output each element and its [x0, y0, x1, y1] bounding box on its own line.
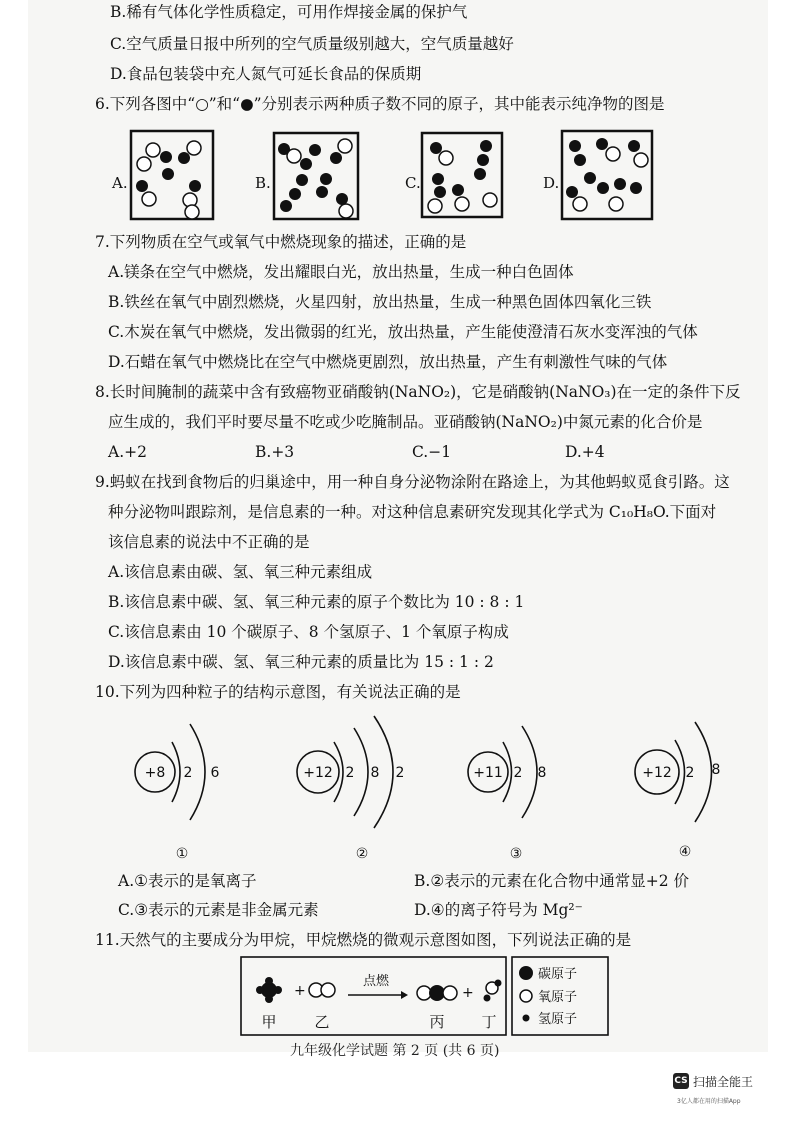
product-2-label: 丁 [481, 1013, 497, 1031]
scanner-logo-icon: CS [673, 1073, 689, 1089]
particle-1-diagram [135, 724, 220, 862]
q6-label-a: A. [112, 174, 128, 192]
legend-hydrogen: 氢原子 [538, 1012, 578, 1027]
q10-option-c: C.③表示的元素是非金属元素 [118, 901, 319, 919]
particle-2-diagram [297, 716, 404, 862]
q10-option-a: A.①表示的是氧离子 [118, 872, 257, 890]
q5-option-b: B.稀有气体化学性质稳定，可用作焊接金属的保护气 [110, 3, 468, 21]
q7-option-d: D.石蜡在氧气中燃烧比在空气中燃烧更剧烈，放出热量，产生有刺激性气味的气体 [108, 353, 668, 371]
reaction-condition: 点燃 [362, 974, 390, 989]
q9-stem-line-1: 9.蚂蚁在找到食物后的归巢途中，用一种自身分泌物涂附在路途上，为其他蚂蚁觅食引路。这 [95, 473, 730, 491]
particle-2-shell-3: 2 [395, 765, 405, 781]
q10-option-b: B.②表示的元素在化合物中通常显+2 价 [414, 872, 689, 890]
water-molecule [484, 980, 502, 1002]
q8-option-b: B.+3 [255, 443, 295, 461]
particle-4-nucleus: +12 [642, 765, 672, 781]
reactant-2-label: 乙 [314, 1013, 330, 1031]
particle-1-mark: ① [175, 846, 189, 862]
reactant-1-label: 甲 [261, 1013, 277, 1031]
oxygen-molecule [309, 983, 335, 997]
q7-option-b: B.铁丝在氧气中剧烈燃烧，火星四射，放出热量，生成一种黑色固体四氧化三铁 [108, 293, 652, 311]
particle-1-shell-1: 2 [183, 765, 193, 781]
q8-stem-line-1: 8.长时间腌制的蔬菜中含有致癌物亚硝酸钠(NaNO₂)，它是硝酸钠(NaNO₃)在一定的条件下反 [95, 383, 741, 401]
legend-carbon: 碳原子 [538, 967, 578, 982]
q9-option-d: D.该信息素中碳、氢、氧三种元素的质量比为 15 : 1 : 2 [108, 653, 494, 671]
particle-4-shell-2: 8 [711, 762, 721, 778]
carbon-dioxide-molecule [417, 985, 457, 1001]
q6-stem: 6.下列各图中“○”和“●”分别表示两种质子数不同的原子，其中能表示纯净物的图是 [95, 95, 665, 113]
q5-option-c: C.空气质量日报中所列的空气质量级别越大，空气质量越好 [110, 35, 514, 53]
particle-3-nucleus: +11 [473, 765, 503, 781]
particle-3-shell-2: 8 [537, 765, 547, 781]
legend-oxygen: 氧原子 [538, 990, 578, 1005]
q6-label-c: C. [405, 174, 421, 192]
q10-option-d: D.④的离子符号为 Mg²⁻ [414, 901, 583, 919]
q8-option-a: A.+2 [108, 443, 147, 461]
q9-option-c: C.该信息素由 10 个碳原子、8 个氢原子、1 个氧原子构成 [108, 623, 509, 641]
q6-option-c-diagram [405, 133, 502, 217]
svg-text:+: + [294, 983, 306, 999]
particle-3-diagram [468, 726, 546, 862]
particle-2-mark: ② [355, 846, 369, 862]
legend [519, 966, 577, 1027]
q5-option-d: D.食品包装袋中充人氮气可延长食品的保质期 [110, 65, 422, 83]
particle-2-shell-1: 2 [345, 765, 355, 781]
methane-molecule [256, 977, 282, 1003]
particle-4-shell-1: 2 [685, 765, 695, 781]
q10-atom-diagrams [120, 710, 750, 865]
q9-stem-line-2: 种分泌物叫跟踪剂，是信息素的一种。对这种信息素研究发现其化学式为 C₁₀H₈O.下面对 [108, 503, 717, 521]
particle-1-shell-2: 6 [210, 765, 220, 781]
q8-option-d: D.+4 [565, 443, 605, 461]
particle-1-nucleus: +8 [144, 765, 166, 781]
scanner-tagline: 3亿人都在用的扫描App [677, 1098, 741, 1105]
q6-figure [110, 124, 670, 224]
particle-2-shell-2: 8 [370, 765, 380, 781]
q6-option-d-diagram [543, 131, 652, 219]
q9-option-b: B.该信息素中碳、氢、氧三种元素的原子个数比为 10 : 8 : 1 [108, 593, 525, 611]
q6-option-b-diagram [255, 133, 358, 219]
scanner-brand: 扫描全能王 [693, 1075, 754, 1089]
q7-option-c: C.木炭在氧气中燃烧，发出微弱的红光，放出热量，产生能使澄清石灰水变浑浊的气体 [108, 323, 698, 341]
q8-option-c: C.−1 [412, 443, 452, 461]
particle-3-shell-1: 2 [513, 765, 523, 781]
q7-stem: 7.下列物质在空气或氧气中燃烧现象的描述，正确的是 [95, 233, 467, 251]
q6-label-d: D. [543, 174, 560, 192]
particle-4-mark: ④ [678, 844, 692, 860]
q9-option-a: A.该信息素由碳、氢、氧三种元素组成 [108, 563, 373, 581]
particle-2-nucleus: +12 [303, 765, 333, 781]
particle-4-diagram [635, 722, 720, 860]
q9-stem-line-3: 该信息素的说法中不正确的是 [108, 533, 310, 551]
page-footer: 九年级化学试题 第 2 页 (共 6 页) [290, 1043, 500, 1059]
particle-3-mark: ③ [509, 846, 523, 862]
svg-text:+: + [462, 985, 474, 1001]
product-1-label: 丙 [429, 1013, 445, 1031]
q11-reaction-diagram [236, 955, 616, 1040]
q10-stem: 10.下列为四种粒子的结构示意图，有关说法正确的是 [95, 683, 461, 701]
q6-label-b: B. [255, 174, 271, 192]
q6-option-a-diagram [111, 131, 213, 219]
q11-stem: 11.天然气的主要成分为甲烷，甲烷燃烧的微观示意图如图，下列说法正确的是 [95, 931, 632, 949]
q7-option-a: A.镁条在空气中燃烧，发出耀眼白光，放出热量，生成一种白色固体 [108, 263, 574, 281]
q8-stem-line-2: 应生成的，我们平时要尽量不吃或少吃腌制品。亚硝酸钠(NaNO₂)中氮元素的化合价是 [108, 413, 703, 431]
